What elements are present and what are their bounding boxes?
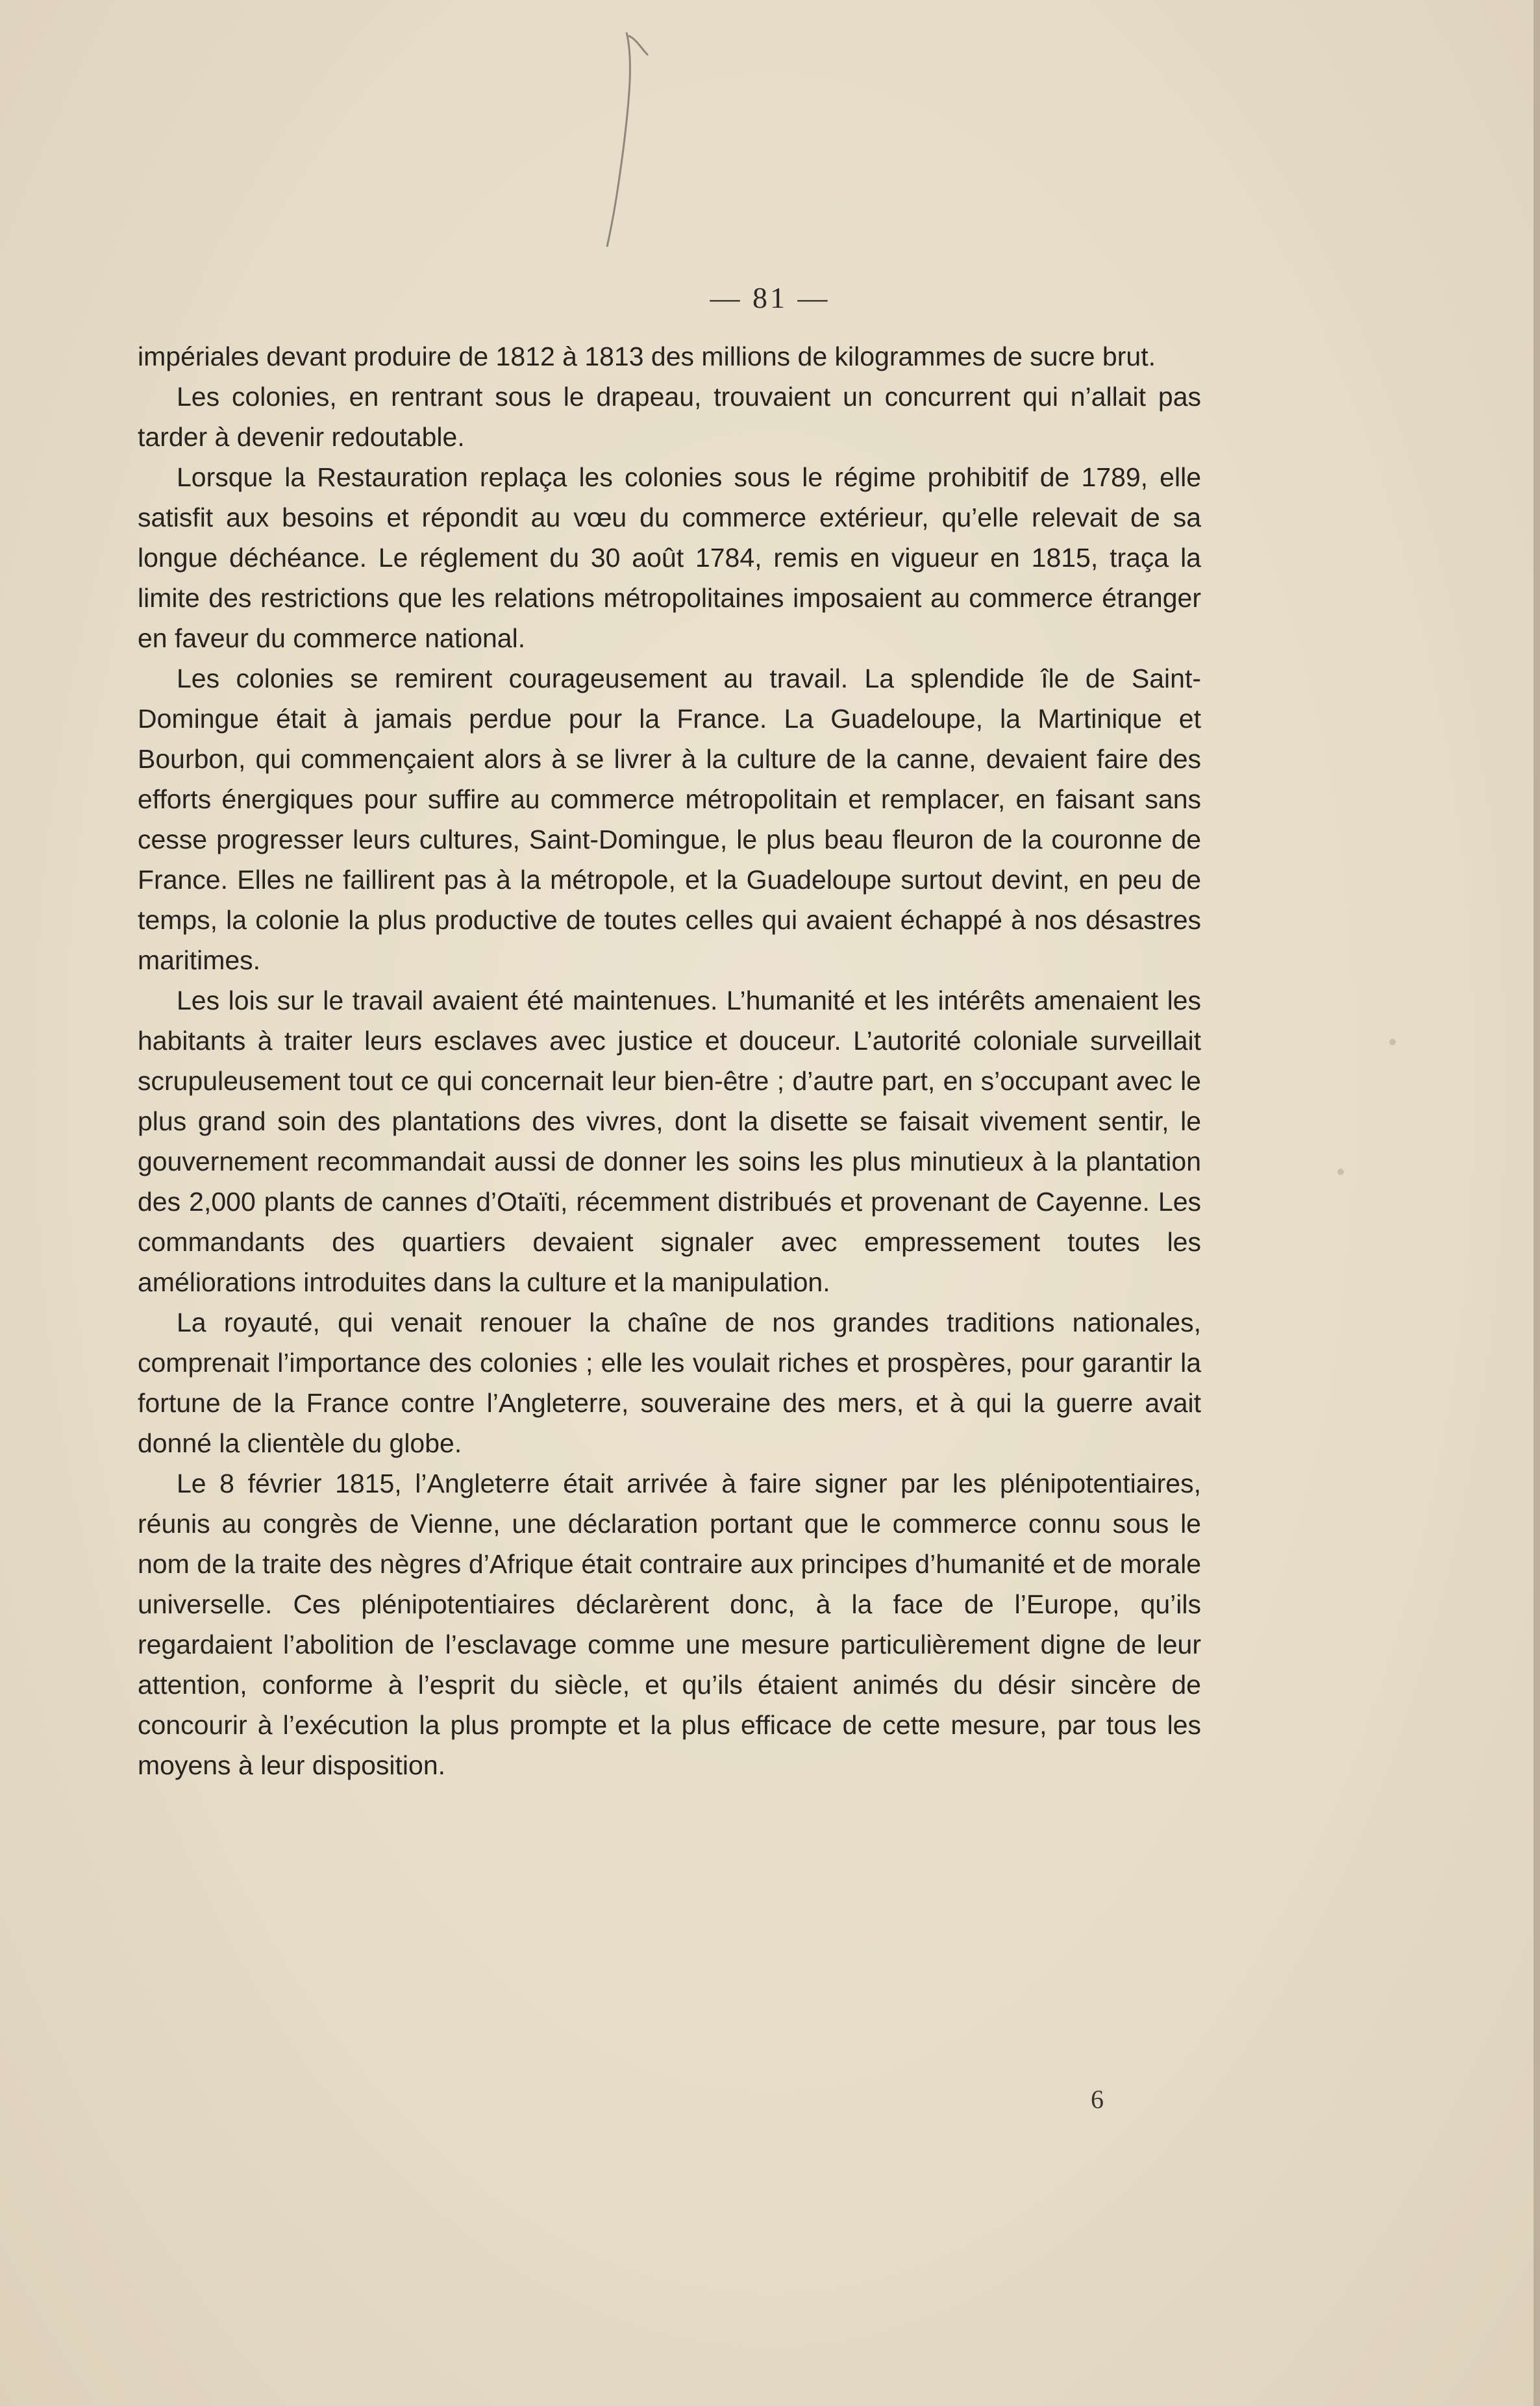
page-number: — 81 — (710, 281, 830, 314)
paragraph: Lorsque la Restauration replaça les colonies sous le régime prohibitif de 1789, elle satisfit aux besoins et répondit au vœu du commerce extérieur, qu’elle relevait de sa longue déchéance. Le réglement du 30 août 1784, remis en vigueur en 1815, traça la limite des restrictions que les relations métropolitaines imposaient au commerce étranger en faveur du commerce national. (138, 462, 1201, 653)
signature-mark: 6 (1091, 2085, 1104, 2114)
pencil-mark (571, 19, 701, 292)
paragraph: Les colonies, en rentrant sous le drapeau, trouvaient un concurrent qui n’allait pas tarder à devenir redoutable. (138, 382, 1201, 452)
paragraph: impériales devant produire de 1812 à 1813 des millions de kilogrammes de sucre brut. (138, 341, 1156, 371)
paper-speck (1337, 1169, 1344, 1175)
paragraph: Les lois sur le travail avaient été maintenues. L’humanité et les intérêts amenaient les habitants à traiter leurs esclaves avec justice et douceur. L’autorité coloniale surveillait scrupuleusement tout ce qui concernait leur bien-être ; d’autre part, en s’occupant avec le plus grand soin des plantations des vivres, dont la disette se faisait vivement sentir, le gouvernement recommandait aussi de donner les soins les plus minutieux à la plantation des 2,000 plants de cannes d’Otaïti, récemment distribués et provenant de Cayenne. Les commandants des quartiers devaient signaler avec empressement toutes les améliorations introduites dans la culture et la manipulation. (138, 986, 1201, 1297)
page-edge (1534, 0, 1540, 2406)
paragraph: La royauté, qui venait renouer la chaîne de nos grandes traditions nationales, comprenait l’importance des colonies ; elle les voulait riches et prospères, pour garantir la fortune de la France contre l’Angleterre, souveraine des mers, et à qui la guerre avait donné la clientèle du globe. (138, 1308, 1201, 1458)
paragraph: Le 8 février 1815, l’Angleterre était arrivée à faire signer par les plénipotentiaires, réunis au congrès de Vienne, une déclaration portant que le commerce connu sous le nom de la traite des nègres d’Afrique était contraire aux principes d’humanité et de morale universelle. Ces plénipotentiaires déclarèrent donc, à la face de l’Europe, qu’ils regardaient l’abolition de l’esclavage comme une mesure particulièrement digne de leur attention, conforme à l’esprit du siècle, et qu’ils étaient animés du désir sincère de concourir à l’exécution la plus prompte et la plus efficace de cette mesure, par tous les moyens à leur disposition. (138, 1469, 1201, 1780)
body-text (138, 336, 1201, 1785)
paper-speck (1389, 1039, 1396, 1045)
paragraph: Les colonies se remirent courageusement au travail. La splendide île de Saint-Domingue était à jamais perdue pour la France. La Guadeloupe, la Martinique et Bourbon, qui commençaient alors à se livrer à la culture de la canne, devaient faire des efforts énergiques pour suffire au commerce métropolitain et remplacer, en faisant sans cesse progresser leurs cultures, Saint-Domingue, le plus beau fleuron de la couronne de France. Elles ne faillirent pas à la métropole, et la Guadeloupe surtout devint, en peu de temps, la colonie la plus productive de toutes celles qui avaient échappé à nos désastres maritimes. (138, 664, 1201, 975)
